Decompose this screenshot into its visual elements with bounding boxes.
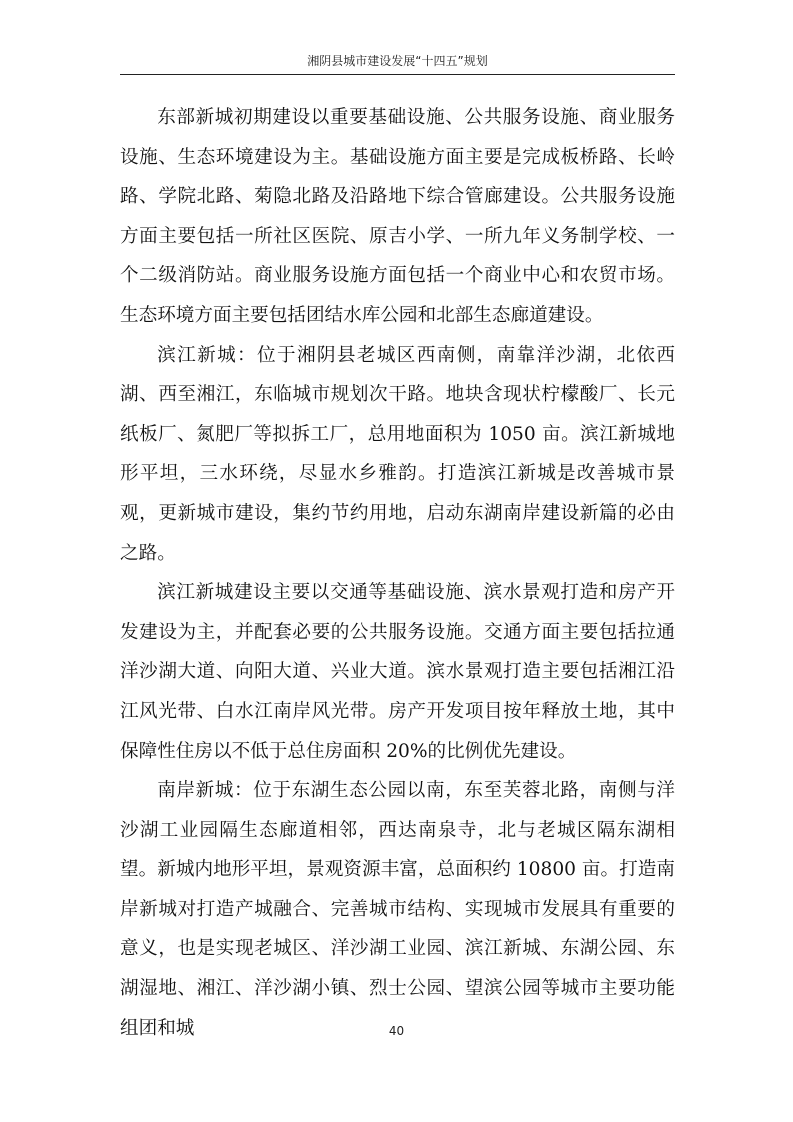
page-number: 40: [388, 1024, 405, 1038]
header-divider: [120, 74, 675, 75]
paragraph-eastern-new-city: 东部新城初期建设以重要基础设施、公共服务设施、商业服务设施、生态环境建设为主。基础设施方面主要是完成板桥路、长岭路、学院北路、菊隐北路及沿路地下综合管廊建设。公共服务设施方面主要包括一所社区医院、原吉小学、一所九年义务制学校、一个二级消防站。商业服务设施方面包括一个商业中心和农贸市场。生态环境方面主要包括团结水库公园和北部生态廊道建设。: [120, 107, 675, 326]
page-header: 湘阴县城市建设发展“十四五”规划: [307, 54, 488, 68]
paragraph-binjiang-construction: 滨江新城建设主要以交通等基础设施、滨水景观打造和房产开发建设为主，并配套必要的公共服务设施。交通方面主要包括拉通洋沙湖大道、向阳大道、兴业大道。滨水景观打造主要包括湘江沿江风光带、白水江南岸风光带。房产开发项目按年释放土地，其中保障性住房以不低于总住房面积 20%的比例优先建设。: [120, 582, 675, 762]
paragraph-binjiang-new-city: 滨江新城：位于湘阴县老城区西南侧，南靠洋沙湖，北依西湖、西至湘江，东临城市规划次干路。地块含现状柠檬酸厂、长元纸板厂、氮肥厂等拟拆工厂，总用地面积为 1050 亩。滨江新城地形平坦，三水环绕，尽显水乡雅韵。打造滨江新城是改善城市景观，更新城市建设，集约节约用地，启动东湖南岸建设新篇的必由之路。: [120, 344, 675, 564]
paragraph-nanan-new-city: 南岸新城：位于东湖生态公园以南，东至芙蓉北路，南侧与洋沙湖工业园隔生态廊道相邻，西达南泉寺，北与老城区隔东湖相望。新城内地形平坦，景观资源丰富，总面积约 10800 亩。打造南岸新城对打造产城融合、完善城市结构、实现城市发展具有重要的意义，也是实现老城区、洋沙湖工业园、滨江新城、东湖公园、东湖湿地、湘江、洋沙湖小镇、烈士公园、望滨公园等城市主要功能组团和城: [120, 780, 675, 1039]
document-body: [120, 98, 675, 1048]
